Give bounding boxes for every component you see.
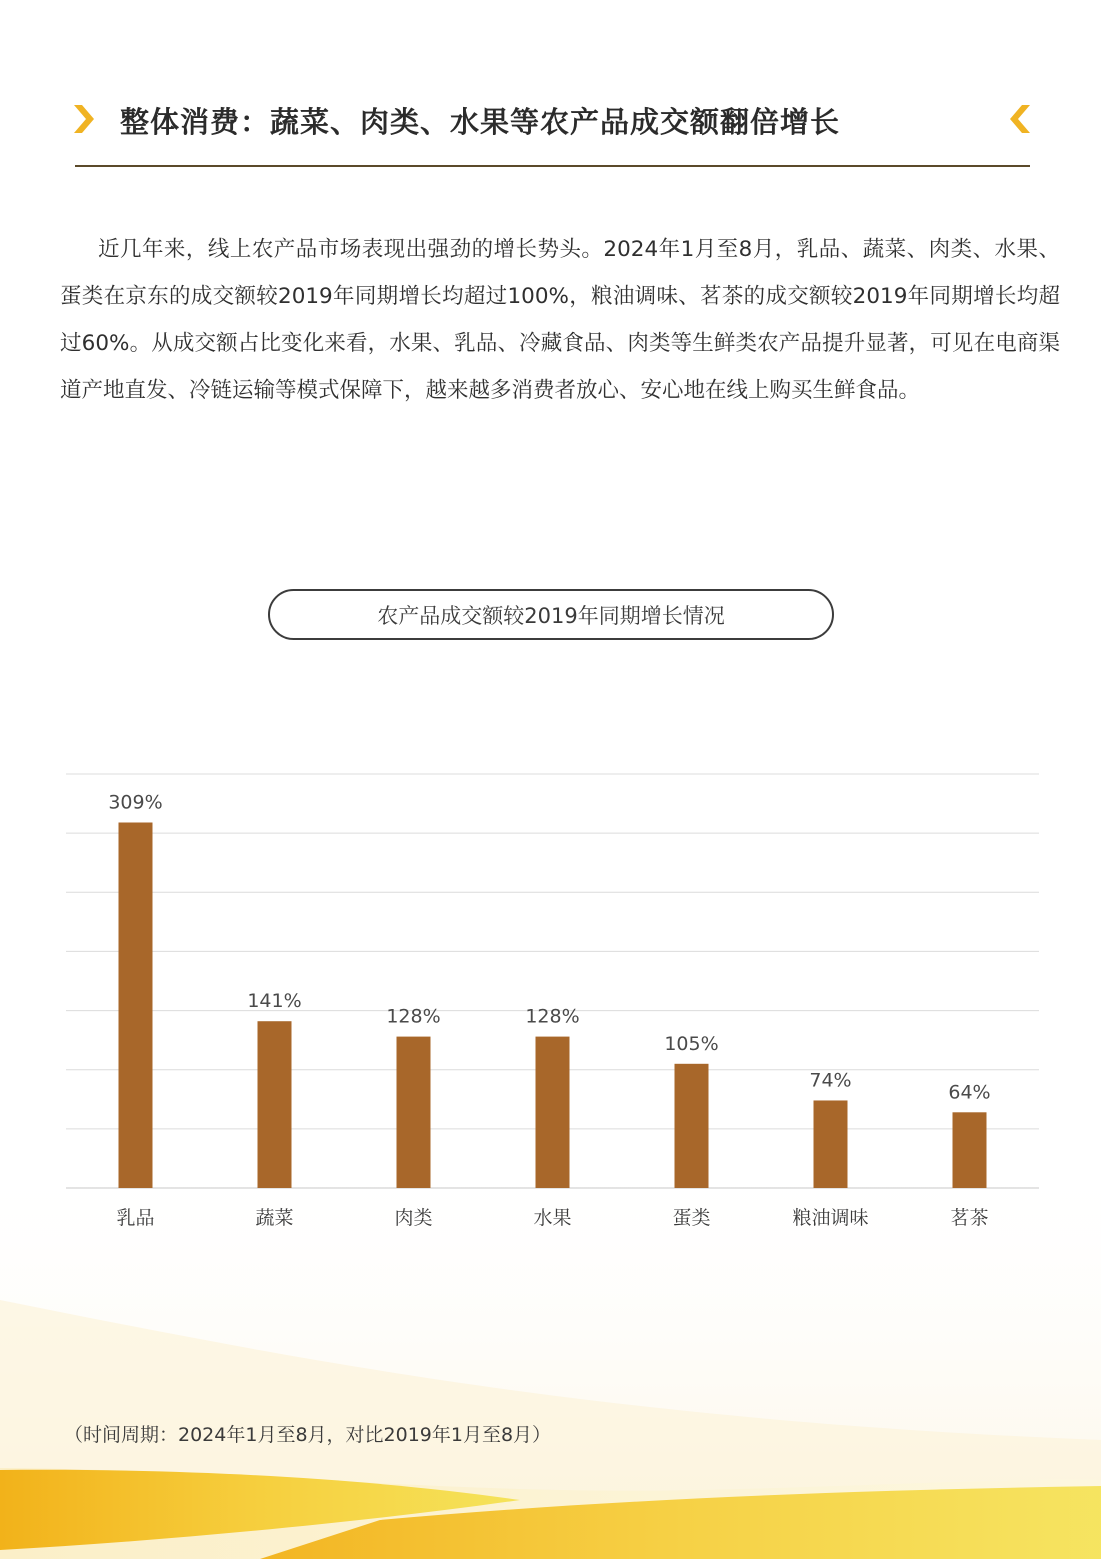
chevron-right-icon — [72, 103, 96, 135]
page-title: 整体消费：蔬菜、肉类、水果等农产品成交额翻倍增长 — [120, 105, 841, 139]
data-label: 309% — [108, 791, 163, 814]
data-label: 128% — [525, 1005, 580, 1028]
bar — [953, 1112, 987, 1188]
data-label: 64% — [948, 1081, 991, 1104]
category-label: 乳品 — [116, 1207, 155, 1229]
bar — [258, 1021, 292, 1188]
category-label: 水果 — [533, 1207, 572, 1229]
category-label: 粮油调味 — [792, 1207, 869, 1229]
category-label: 蛋类 — [672, 1207, 711, 1229]
bar — [675, 1064, 709, 1188]
bar — [814, 1100, 848, 1188]
footnote: （时间周期：2024年1月至8月，对比2019年1月至8月） — [64, 1424, 552, 1446]
category-label: 蔬菜 — [255, 1207, 294, 1229]
bar-chart — [0, 740, 1101, 1250]
data-label: 74% — [809, 1069, 852, 1092]
title-divider — [75, 165, 1030, 167]
category-label: 肉类 — [394, 1207, 433, 1229]
chart-title: 农产品成交额较2019年同期增长情况 — [268, 589, 834, 640]
data-label: 128% — [386, 1005, 441, 1028]
chevron-left-icon — [1008, 103, 1032, 135]
bar — [536, 1037, 570, 1188]
data-label: 141% — [247, 990, 302, 1013]
category-label: 茗茶 — [950, 1207, 989, 1229]
bar — [397, 1037, 431, 1188]
bar — [119, 822, 153, 1188]
intro-paragraph: 近几年来，线上农产品市场表现出强劲的增长势头。2024年1月至8月，乳品、蔬菜、肉类、水果、蛋类在京东的成交额较2019年同期增长均超过100%，粮油调味、茗茶的成交额较2019年同期增长均超过60%。从成交额占比变化来看，水果、乳品、冷藏食品、肉类等生鲜类农产品提升显著，可见在电商渠道产地直发、冷链运输等模式保障下，越来越多消费者放心、安心地在线上购买生鲜食品。 — [60, 237, 1060, 403]
data-label: 105% — [664, 1032, 719, 1055]
